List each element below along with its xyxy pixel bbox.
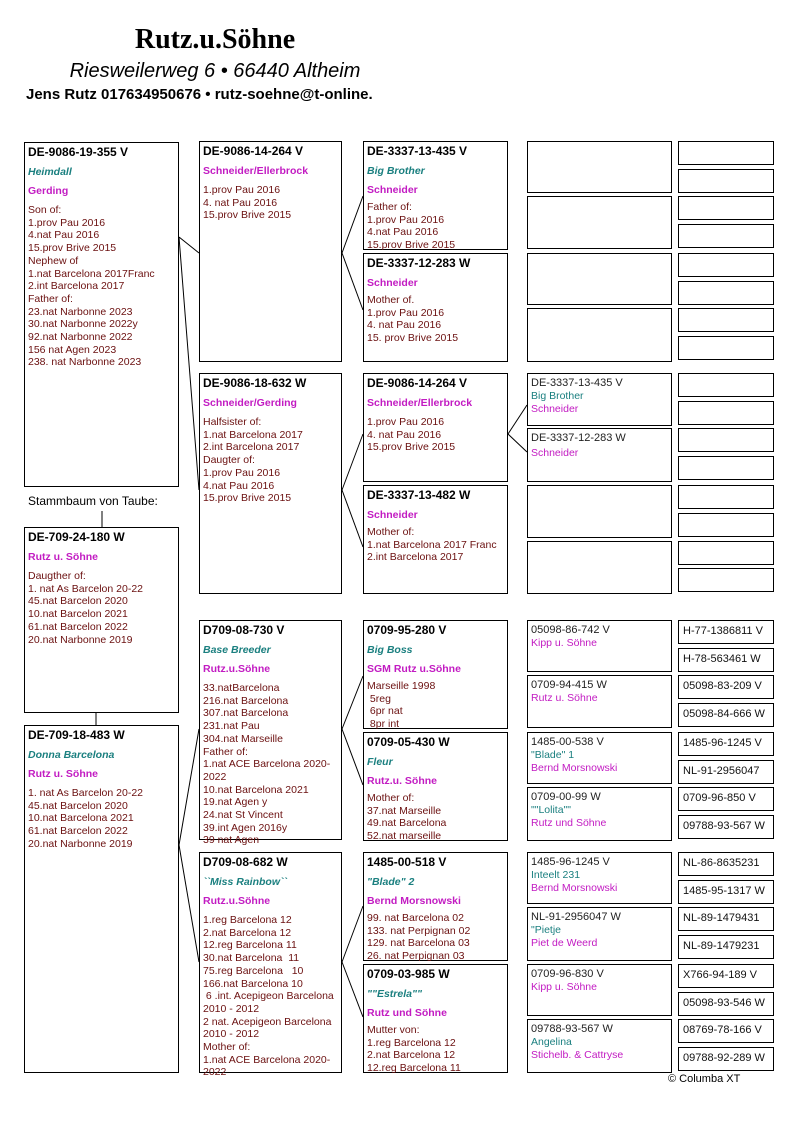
ring-number: 05098-84-666 W xyxy=(683,708,765,720)
ring-number: H-77-1386811 V xyxy=(683,625,763,637)
empty-leaf-card xyxy=(678,513,774,537)
ring-number: 0709-94-415 W xyxy=(531,679,607,691)
breeder-name: Gerding xyxy=(28,185,69,197)
breeder-name: Schneider xyxy=(367,509,418,521)
bird-card-f[interactable] xyxy=(199,852,342,1079)
breeder-name: Stichelb. & Cattryse xyxy=(531,1049,624,1061)
contact-line: Jens Rutz 017634950676 • rutz-soehne@t-online. xyxy=(26,86,373,103)
breeder-name: Rutz und Söhne xyxy=(367,1007,447,1019)
performance-info: Mother of: 37.nat Marseille 49.nat Barcelona 52.nat marseille xyxy=(367,792,447,843)
pigeon-name: Heimdall xyxy=(28,166,72,178)
bird-card-dam[interactable] xyxy=(199,373,342,594)
ring-number: 1485-96-1245 V xyxy=(683,737,762,749)
empty-leaf-card xyxy=(678,308,774,332)
ring-number: 05098-86-742 V xyxy=(531,624,610,636)
performance-info: Marseille 1998 5reg 6pr nat 8pr int xyxy=(367,680,436,731)
pigeon-name: "Blade" 2 xyxy=(367,876,415,888)
page-title: Rutz.u.Söhne xyxy=(134,24,296,55)
leaf-bird-card[interactable] xyxy=(678,880,774,904)
empty-card xyxy=(527,253,672,305)
pigeon-name: ``Miss Rainbow`` xyxy=(203,876,287,888)
ring-number: X766-94-189 V xyxy=(683,969,757,981)
ring-number: DE-9086-14-264 V xyxy=(203,144,304,158)
bird-card-dss[interactable] xyxy=(527,373,672,426)
pigeon-name: ""Lolita"" xyxy=(531,804,572,816)
breeder-name: Rutz u. Söhne xyxy=(531,692,598,704)
performance-info: 1.prov Pau 2016 4. nat Pau 2016 15.prov Brive 2015 xyxy=(367,416,456,454)
pigeon-name: ""Estrela"" xyxy=(367,988,422,1000)
pigeon-name: "Blade" 1 xyxy=(531,749,575,761)
empty-card xyxy=(527,485,672,538)
ring-number: 09788-92-289 W xyxy=(683,1052,765,1064)
stammbaum-label: Stammbaum von Taube: xyxy=(28,494,158,508)
ring-number: 1485-00-538 V xyxy=(531,736,604,748)
breeder-name: SGM Rutz u.Söhne xyxy=(367,663,461,675)
performance-info: Mother of: 1.nat Barcelona 2017 Franc 2.int Barcelona 2017 xyxy=(367,526,497,564)
leaf-bird-card[interactable] xyxy=(678,732,774,756)
leaf-bird-card[interactable] xyxy=(678,703,774,727)
ring-number: NL-91-2956047 W xyxy=(531,911,621,923)
pigeon-name: "Pietje xyxy=(531,924,561,936)
leaf-bird-card[interactable] xyxy=(678,815,774,839)
breeder-name: Piet de Weerd xyxy=(531,937,598,949)
leaf-bird-card[interactable] xyxy=(678,852,774,876)
empty-card xyxy=(527,308,672,362)
ring-number: DE-709-24-180 W xyxy=(28,530,125,544)
performance-info: 33.natBarcelona 216.nat Barcelona 307.nat Barcelona 231.nat Pau 304.nat Marseille Father of: 1.nat ACE Barcelona 2020- 2022 10.nat Barcelona 2021 19.nat Agen y 24.nat St Vincent 39.int Agen 2016y 39 nat Agen xyxy=(203,682,331,847)
pigeon-name: Inteelt 231 xyxy=(531,869,581,881)
ring-number: NL-86-8635231 xyxy=(683,857,760,869)
bird-card-sd[interactable] xyxy=(363,253,508,362)
leaf-bird-card[interactable] xyxy=(678,907,774,931)
performance-info: Mother of. 1.prov Pau 2016 4. nat Pau 2016 15. prov Brive 2015 xyxy=(367,294,459,345)
breeder-name: Kipp u. Söhne xyxy=(531,981,597,993)
bird-card-dsd[interactable] xyxy=(527,428,672,482)
empty-card xyxy=(527,141,672,193)
empty-leaf-card xyxy=(678,169,774,193)
copyright-label: © Columba XT xyxy=(668,1073,741,1085)
bird-card-m[interactable] xyxy=(199,620,342,847)
empty-leaf-card xyxy=(678,253,774,277)
ring-number: 05098-93-546 W xyxy=(683,997,765,1009)
leaf-bird-card[interactable] xyxy=(678,935,774,959)
breeder-name: Bernd Morsnowski xyxy=(531,882,618,894)
breeder-name: Schneider xyxy=(367,184,418,196)
empty-card xyxy=(527,541,672,594)
bird-card-g2[interactable] xyxy=(527,675,672,728)
breeder-name: Schneider/Ellerbrock xyxy=(367,397,473,409)
bird-card-ms[interactable] xyxy=(363,620,508,729)
ring-number: DE-3337-12-283 W xyxy=(531,432,626,444)
ring-number: NL-89-1479231 xyxy=(683,940,760,952)
bird-card-sire[interactable] xyxy=(199,141,342,362)
bird-card-g7[interactable] xyxy=(527,964,672,1016)
ring-number: DE-3337-13-435 V xyxy=(531,377,623,389)
empty-leaf-card xyxy=(678,281,774,305)
bird-card-ss[interactable] xyxy=(363,141,508,250)
leaf-bird-card[interactable] xyxy=(678,620,774,644)
bird-card-b1[interactable] xyxy=(24,142,179,487)
performance-info: Father of: 1.prov Pau 2016 4.nat Pau 2016 15.prov Brive 2015 xyxy=(367,201,456,252)
leaf-bird-card[interactable] xyxy=(678,648,774,672)
empty-leaf-card xyxy=(678,568,774,592)
ring-number: 08769-78-166 V xyxy=(683,1024,762,1036)
pigeon-name: Fleur xyxy=(367,756,393,768)
leaf-bird-card[interactable] xyxy=(678,760,774,784)
empty-leaf-card xyxy=(678,456,774,480)
pigeon-name: Angelina xyxy=(531,1036,572,1048)
ring-number: NL-91-2956047 xyxy=(683,765,760,777)
performance-info: Daugther of: 1. nat As Barcelon 20-22 45.nat Barcelon 2020 10.nat Barcelon 2021 61.nat Barcelon 2022 20.nat Narbonne 2019 xyxy=(28,570,143,646)
empty-leaf-card xyxy=(678,336,774,360)
pigeon-name: Base Breeder xyxy=(203,644,271,656)
empty-leaf-card xyxy=(678,224,774,248)
bird-card-g3[interactable] xyxy=(527,732,672,784)
leaf-bird-card[interactable] xyxy=(678,992,774,1016)
bird-card-g5[interactable] xyxy=(527,852,672,904)
breeder-name: Rutz und Söhne xyxy=(531,817,607,829)
bird-card-b2[interactable] xyxy=(24,527,179,713)
empty-card xyxy=(527,196,672,249)
performance-info: Mutter von: 1.reg Barcelona 12 2.nat Barcelona 12 12.reg Barcelona 11 xyxy=(367,1024,461,1075)
ring-number: DE-9086-18-632 W xyxy=(203,376,307,390)
ring-number: 0709-00-99 W xyxy=(531,791,601,803)
bird-card-fs[interactable] xyxy=(363,852,508,961)
ring-number: 1485-95-1317 W xyxy=(683,885,765,897)
leaf-bird-card[interactable] xyxy=(678,1019,774,1043)
ring-number: 09788-93-567 W xyxy=(683,820,765,832)
ring-number: 09788-93-567 W xyxy=(531,1023,613,1035)
bird-card-fd[interactable] xyxy=(363,964,508,1073)
breeder-name: Schneider/Ellerbrock xyxy=(203,165,309,177)
ring-number: H-78-563461 W xyxy=(683,653,761,665)
empty-leaf-card xyxy=(678,401,774,425)
leaf-bird-card[interactable] xyxy=(678,1047,774,1071)
leaf-bird-card[interactable] xyxy=(678,675,774,699)
ring-number: DE-3337-13-435 V xyxy=(367,144,468,158)
ring-number: 1485-00-518 V xyxy=(367,855,447,869)
empty-leaf-card xyxy=(678,373,774,397)
ring-number: DE-9086-19-355 V xyxy=(28,145,129,159)
ring-number: 0709-03-985 W xyxy=(367,967,450,981)
ring-number: D709-08-682 W xyxy=(203,855,288,869)
breeder-name: Schneider/Gerding xyxy=(203,397,297,409)
ring-number: DE-709-18-483 W xyxy=(28,728,125,742)
breeder-name: Schneider xyxy=(531,447,579,459)
ring-number: 1485-96-1245 V xyxy=(531,856,610,868)
ring-number: 0709-96-850 V xyxy=(683,792,756,804)
performance-info: 99. nat Barcelona 02 133. nat Perpignan 02 129. nat Barcelona 03 26. nat Perpignan 03 xyxy=(367,912,471,963)
ring-number: DE-3337-13-482 W xyxy=(367,488,471,502)
performance-info: 1.reg Barcelona 12 2.nat Barcelona 12 12.reg Barcelona 11 30.nat Barcelona 11 75.reg Barcelona 10 166.nat Barcelona 10 6 .int. Acepigeon Barcelona 2010 - 2012 2 nat. Acepigeon Barcelona 2010 - 2012 Mother of: 1.nat ACE Barcelona 2020- 2022 xyxy=(203,914,334,1079)
bird-card-g8[interactable] xyxy=(527,1019,672,1073)
address-line: Riesweilerweg 6 • 66440 Altheim xyxy=(69,60,361,82)
breeder-name: Schneider xyxy=(531,403,579,415)
empty-leaf-card xyxy=(678,485,774,509)
pigeon-name: Big Boss xyxy=(367,644,413,656)
breeder-name: Kipp u. Söhne xyxy=(531,637,597,649)
pigeon-name: Big Brother xyxy=(531,390,584,402)
pigeon-name: Big Brother xyxy=(367,165,425,177)
breeder-name: Rutz.u.Söhne xyxy=(203,663,271,675)
leaf-bird-card[interactable] xyxy=(678,964,774,988)
ring-number: NL-89-1479431 xyxy=(683,912,760,924)
empty-leaf-card xyxy=(678,428,774,452)
breeder-name: Rutz.u.Söhne xyxy=(203,895,271,907)
breeder-name: Rutz u. Söhne xyxy=(28,551,98,563)
performance-info: 1.prov Pau 2016 4. nat Pau 2016 15.prov Brive 2015 xyxy=(203,184,292,222)
performance-info: Halfsister of: 1.nat Barcelona 2017 2.int Barcelona 2017 Daugter of: 1.prov Pau 2016 4.nat Pau 2016 15.prov Brive 2015 xyxy=(203,416,303,505)
leaf-bird-card[interactable] xyxy=(678,787,774,811)
bird-card-dd[interactable] xyxy=(363,485,508,594)
empty-leaf-card xyxy=(678,141,774,165)
ring-number: 0709-05-430 W xyxy=(367,735,450,749)
empty-leaf-card xyxy=(678,541,774,565)
breeder-name: Schneider xyxy=(367,277,418,289)
bird-card-g4[interactable] xyxy=(527,787,672,841)
pigeon-name: Donna Barcelona xyxy=(28,749,115,761)
bird-card-g6[interactable] xyxy=(527,907,672,961)
breeder-name: Rutz.u. Söhne xyxy=(367,775,437,787)
ring-number: 0709-95-280 V xyxy=(367,623,447,637)
bird-card-b3[interactable] xyxy=(24,725,179,1073)
ring-number: D709-08-730 V xyxy=(203,623,285,637)
bird-card-ds[interactable] xyxy=(363,373,508,482)
empty-leaf-card xyxy=(678,196,774,220)
bird-card-g1[interactable] xyxy=(527,620,672,672)
breeder-name: Bernd Morsnowski xyxy=(531,762,618,774)
breeder-name: Bernd Morsnowski xyxy=(367,895,461,907)
performance-info: Son of: 1.prov Pau 2016 4.nat Pau 2016 15.prov Brive 2015 Nephew of 1.nat Barcelona 2017Franc 2.int Barcelona 2017 Father of: 23.nat Narbonne 2023 30.nat Narbonne 2022y 92.nat Narbonne 2022 156 nat Agen 2023 238. nat Narbonne 2023 xyxy=(28,204,155,369)
ring-number: DE-9086-14-264 V xyxy=(367,376,468,390)
breeder-name: Rutz u. Söhne xyxy=(28,768,98,780)
ring-number: DE-3337-12-283 W xyxy=(367,256,471,270)
ring-number: 05098-83-209 V xyxy=(683,680,762,692)
performance-info: 1. nat As Barcelon 20-22 45.nat Barcelon 2020 10.nat Barcelona 2021 61.nat Barcelon 2022 20.nat Narbonne 2019 xyxy=(28,787,143,850)
bird-card-md[interactable] xyxy=(363,732,508,841)
ring-number: 0709-96-830 V xyxy=(531,968,604,980)
